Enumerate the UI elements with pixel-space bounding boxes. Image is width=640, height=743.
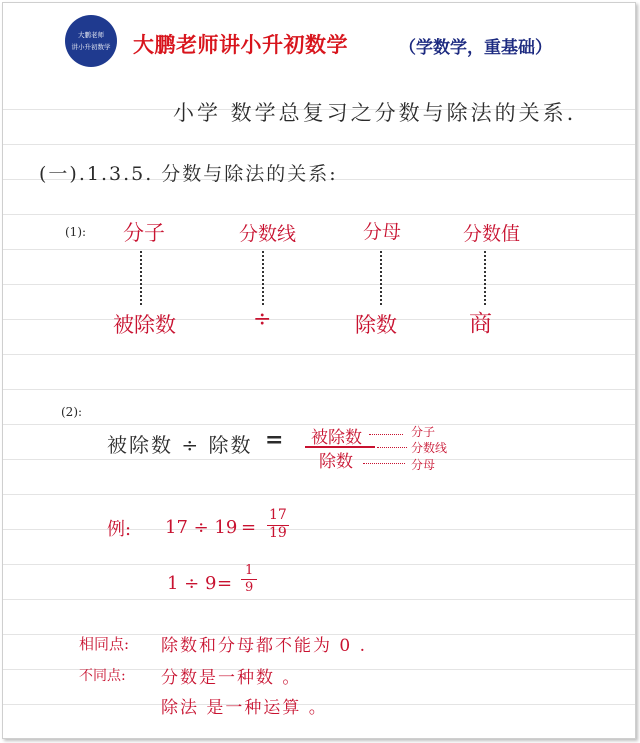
term-numerator: 分子 — [123, 221, 165, 245]
section-title: (一).1.3.5. 分数与除法的关系: — [39, 163, 338, 185]
connector-dots-2 — [262, 251, 264, 305]
page-frame — [2, 2, 636, 739]
difference-text-2: 除法 是一种运算 。 — [161, 698, 328, 718]
example1-equals: = — [241, 517, 257, 538]
annotation-denominator: 分母 — [411, 458, 436, 472]
example2-equals: = — [217, 573, 233, 594]
term-dividend: 被除数 — [113, 313, 176, 337]
example2-denominator: 9 — [245, 580, 254, 595]
brand-title: 大鹏老师讲小升初数学 — [133, 33, 348, 57]
connector-dots-3 — [380, 251, 382, 305]
brand-subtitle: （学数学，重基础） — [399, 38, 552, 58]
term-division-sign: ÷ — [253, 307, 272, 332]
brand-logo — [65, 15, 117, 67]
similarity-label: 相同点: — [79, 635, 130, 653]
leader-denominator — [363, 463, 405, 464]
connector-dots-4 — [484, 251, 486, 305]
term-denominator: 分母 — [363, 221, 402, 243]
difference-label: 不同点: — [79, 668, 126, 684]
annotation-numerator: 分子 — [411, 425, 436, 439]
annotation-fraction-line: 分数线 — [411, 441, 448, 455]
example2-numerator: 1 — [245, 563, 254, 578]
logo-line-1: 大鹏老师 — [78, 31, 104, 39]
term-quotient: 商 — [469, 311, 492, 337]
example1-left: 17 ÷ 19 — [165, 517, 238, 538]
equation-equals: = — [265, 427, 284, 453]
connector-dots-1 — [140, 251, 142, 305]
part2-label: (2): — [61, 405, 83, 419]
term-fraction-line: 分数线 — [239, 223, 297, 245]
term-fraction-value: 分数值 — [463, 223, 521, 245]
example1-denominator: 19 — [269, 525, 287, 541]
lined-paper — [3, 75, 635, 739]
leader-fraction-line — [377, 447, 407, 448]
term-divisor: 除数 — [355, 313, 397, 337]
logo-line-2: 讲小升初数学 — [71, 43, 111, 51]
header-banner — [3, 3, 635, 75]
example-label: 例: — [107, 519, 132, 540]
equation-left: 被除数 ÷ 除数 — [107, 433, 253, 457]
similarity-text: 除数和分母都不能为 0 . — [161, 636, 368, 656]
fraction-numerator: 被除数 — [311, 428, 362, 448]
note-heading: 小学 数学总复习之分数与除法的关系. — [173, 101, 577, 125]
difference-text-1: 分数是一种数 。 — [161, 668, 302, 688]
part1-label: (1): — [65, 225, 87, 239]
leader-numerator — [369, 434, 403, 435]
example2-left: 1 ÷ 9 — [167, 573, 217, 594]
fraction-denominator: 除数 — [319, 452, 353, 472]
example1-numerator: 17 — [269, 507, 287, 523]
